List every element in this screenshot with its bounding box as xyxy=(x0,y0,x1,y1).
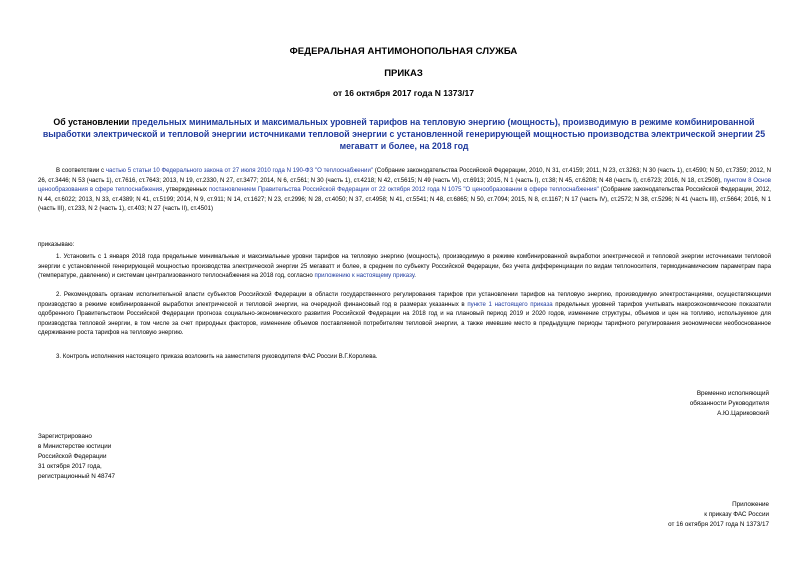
document-title xyxy=(34,116,774,152)
item1-text: 1. Установить с 1 января 2018 года предельные минимальные и максимальные уровни тарифов на тепловую энергию (мощность), производимую в режиме комбинированной выработки электрической и тепловой энергии источниками тепловой энергии с установленной генерирующей мощностью производства электрической энергии 25 мегаватт и более, в среднем по субъекту Российской Федерации, без учета дифференциации по видам теплоносителя, термодинамическим параметрам пара (температуре, давлению) и системам централизованного теплоснабжения на 2018 год, согласно xyxy=(38,253,771,280)
registration-line-4: 31 октября 2017 года, xyxy=(38,463,102,470)
registration-line-2: в Министерстве юстиции xyxy=(38,443,112,450)
preamble-text-4: (Собрание законодательства Российской Федерации, 2012, N 44, ст.6022; 2013, N 33, ст.4389; N 41, ст.5199; 2014, N 9, ст.911; N 14, ст.1627; N 23, ст.2996; N 28, ст.4050; N 37, ст.4958; N 41, ст.5541; N 48, ст.6865; N 50, ст.7094; 2015, N 8, ст.1167; N 17 (часть IV), ст.2572; N 38, ст.5296; N 41 (часть III), ст.5664; 2016, N 1 (часть III), ст.233, N 2 (часть 1), ст.403; N 27 (часть II), ст.4501) xyxy=(38,186,771,213)
order-item-1 xyxy=(38,252,771,281)
government-decree-link[interactable]: постановлением Правительства Российской Федерации от 22 октября 2012 года N 1075 "О ценообразовании в сфере теплоснабжения" xyxy=(208,186,599,194)
appendix-line-3: от 16 октября 2017 года N 1373/17 xyxy=(668,521,769,528)
pricing-basics-link[interactable]: пунктом 8 Основ ценообразования в сфере теплоснабжения xyxy=(38,176,771,194)
order-item-3: 3. Контроль исполнения настоящего приказа возложить на заместителя руководителя ФАС России В.Г.Королева. xyxy=(56,353,378,360)
doc-type-heading: ПРИКАЗ xyxy=(384,68,423,79)
registration-block xyxy=(38,432,115,482)
signature-line-1: Временно исполняющий xyxy=(696,390,769,397)
title-prefix: Об установлении xyxy=(53,117,132,127)
item1-reference-link[interactable]: пункте 1 настоящего приказа xyxy=(467,300,553,308)
registration-line-5: регистрационный N 48747 xyxy=(38,473,116,480)
signature-block xyxy=(690,389,769,419)
appendix-link[interactable]: приложению к настоящему приказу xyxy=(314,272,415,280)
title-link[interactable]: предельных минимальных и максимальных уровней тарифов на тепловую энергию (мощность), производимую в режиме комбинированной выработки электрической и тепловой энергии источниками тепловой энергии с установленной генерирующей мощностью производства электрической энергии 25 мегаватт и более, на 2018 год xyxy=(42,117,766,151)
order-item-2 xyxy=(38,290,771,338)
signature-line-2: обязанности Руководителя xyxy=(689,400,769,407)
preamble-text-1: В соответствии с xyxy=(56,167,106,174)
doc-date-number: от 16 октября 2017 года N 1373/17 xyxy=(332,88,475,98)
agency-heading: ФЕДЕРАЛЬНАЯ АНТИМОНОПОЛЬНАЯ СЛУЖБА xyxy=(289,46,518,57)
item2-end: предельных уровней тарифов учитывать макроэкономические показатели одобренного Правительством Российской Федерации прогноза социально-экономического развития Российской Федерации на 2018 год и на плановый период 2019 и 2020 годов, изменение структуры, объемов и цен на топливо, используемое для производства тепловой энергии, в том числе за счет природных факторов, изменение объемов поставляемой потребителям тепловой энергии, а также имевшие место в предыдущие периоды тарифного регулирования экономически необоснованное сдерживание роста тарифов на тепловую энергию. xyxy=(38,300,772,337)
preamble-text-2: (Собрание законодательства Российской Федерации, 2010, N 31, ст.4159; 2011, N 23, ст.3263; N 30 (часть 1), ст.4590; N 50, ст.7359; 2012, N 26, ст.3446; N 53 (часть 1), ст.7616, ст.7643; 2013, N 19, ст.2330, N 27, ст.3477; 2014, N 6, ст.561; N 30 (часть 1), ст.4218; N 42, ст.5615; N 49 (часть VI), ст.6913; 2015, N 1 (часть I), ст.38; N 45, ст.6208; N 48 (часть I), ст.6723; 2016, N 18, ст.2508), xyxy=(38,167,772,184)
preamble-paragraph xyxy=(38,166,771,214)
preamble-text-3: , утвержденных xyxy=(162,186,209,194)
registration-line-3: Российской Федерации xyxy=(38,453,107,460)
item1-end: . xyxy=(414,272,416,280)
law-190-fz-link[interactable]: частью 5 статьи 10 Федерального закона от 27 июля 2010 года N 190-ФЗ "О теплоснабжении" xyxy=(105,167,374,174)
order-word: приказываю: xyxy=(38,241,75,248)
appendix-block xyxy=(668,500,769,530)
appendix-line-2: к приказу ФАС России xyxy=(704,511,769,518)
appendix-line-1: Приложение xyxy=(732,501,769,508)
item2-text: 2. Рекомендовать органам исполнительной власти субъектов Российской Федерации в области государственного регулирования тарифов при установлении тарифов на тепловую энергию, производимую электростанциями, осуществляющими производство в режиме комбинированной выработки электрической и тепловой энергии, на очередной финансовый год в размерах указанных в xyxy=(38,291,771,308)
registration-line-1: Зарегистрировано xyxy=(38,433,92,440)
signature-name: А.Ю.Цариковский xyxy=(717,410,769,417)
